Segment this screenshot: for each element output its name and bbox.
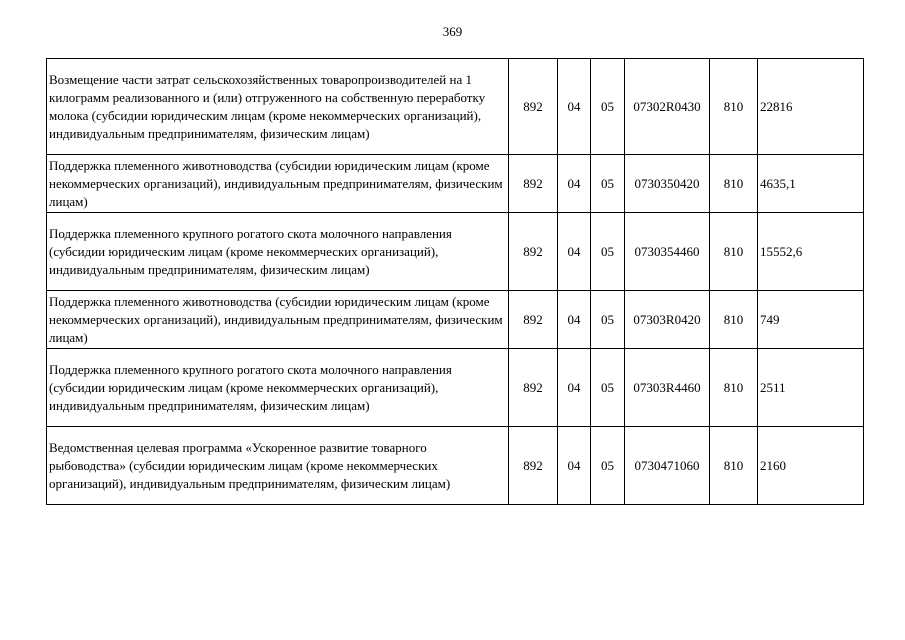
target-article-code: 07302R0430 <box>625 59 710 155</box>
amount-value: 15552,6 <box>758 213 864 291</box>
section-code: 04 <box>558 349 591 427</box>
table-row <box>47 349 864 427</box>
section-code: 04 <box>558 213 591 291</box>
row-description: Поддержка племенного крупного рогатого скота молочного направления (субсидии юридическим лицам (кроме некоммерческих организаций), индивидуальным предпринимателям, физическим лицам) <box>47 349 509 427</box>
table-row <box>47 291 864 349</box>
subsection-code: 05 <box>591 291 625 349</box>
ministry-code: 892 <box>509 291 558 349</box>
subsection-code: 05 <box>591 349 625 427</box>
subsection-code: 05 <box>591 155 625 213</box>
section-code: 04 <box>558 59 591 155</box>
expense-type-code: 810 <box>710 349 758 427</box>
expense-type-code: 810 <box>710 59 758 155</box>
expense-type-code: 810 <box>710 427 758 505</box>
row-description: Поддержка племенного крупного рогатого скота молочного направления (субсидии юридическим лицам (кроме некоммерческих организаций), индивидуальным предпринимателям, физическим лицам) <box>47 213 509 291</box>
amount-value: 22816 <box>758 59 864 155</box>
expense-type-code: 810 <box>710 213 758 291</box>
section-code: 04 <box>558 291 591 349</box>
table-row <box>47 59 864 155</box>
amount-value: 2160 <box>758 427 864 505</box>
budget-table <box>46 58 864 505</box>
target-article-code: 0730354460 <box>625 213 710 291</box>
ministry-code: 892 <box>509 155 558 213</box>
target-article-code: 0730471060 <box>625 427 710 505</box>
ministry-code: 892 <box>509 427 558 505</box>
table-row <box>47 427 864 505</box>
ministry-code: 892 <box>509 349 558 427</box>
row-description: Ведомственная целевая программа «Ускоренное развитие товарного рыбоводства» (субсидии юридическим лицам (кроме некоммерческих организаций), индивидуальным предпринимателям, физическим лицам) <box>47 427 509 505</box>
target-article-code: 07303R0420 <box>625 291 710 349</box>
target-article-code: 07303R4460 <box>625 349 710 427</box>
table-row <box>47 155 864 213</box>
table-body <box>47 59 864 505</box>
amount-value: 749 <box>758 291 864 349</box>
subsection-code: 05 <box>591 59 625 155</box>
subsection-code: 05 <box>591 427 625 505</box>
row-description: Поддержка племенного животноводства (субсидии юридическим лицам (кроме некоммерческих организаций), индивидуальным предпринимателям, физическим лицам) <box>47 291 509 349</box>
table-row <box>47 213 864 291</box>
expense-type-code: 810 <box>710 291 758 349</box>
amount-value: 4635,1 <box>758 155 864 213</box>
page-number: 369 <box>442 24 463 39</box>
row-description: Возмещение части затрат сельскохозяйственных товаропроизводителей на 1 килограмм реализованного и (или) отгруженного на собственную переработку молока (субсидии юридическим лицам (кроме некоммерческих организаций), индивидуальным предпринимателям, физическим лицам) <box>47 59 509 155</box>
expense-type-code: 810 <box>710 155 758 213</box>
ministry-code: 892 <box>509 59 558 155</box>
target-article-code: 0730350420 <box>625 155 710 213</box>
ministry-code: 892 <box>509 213 558 291</box>
amount-value: 2511 <box>758 349 864 427</box>
subsection-code: 05 <box>591 213 625 291</box>
section-code: 04 <box>558 427 591 505</box>
section-code: 04 <box>558 155 591 213</box>
row-description: Поддержка племенного животноводства (субсидии юридическим лицам (кроме некоммерческих организаций), индивидуальным предпринимателям, физическим лицам) <box>47 155 509 213</box>
